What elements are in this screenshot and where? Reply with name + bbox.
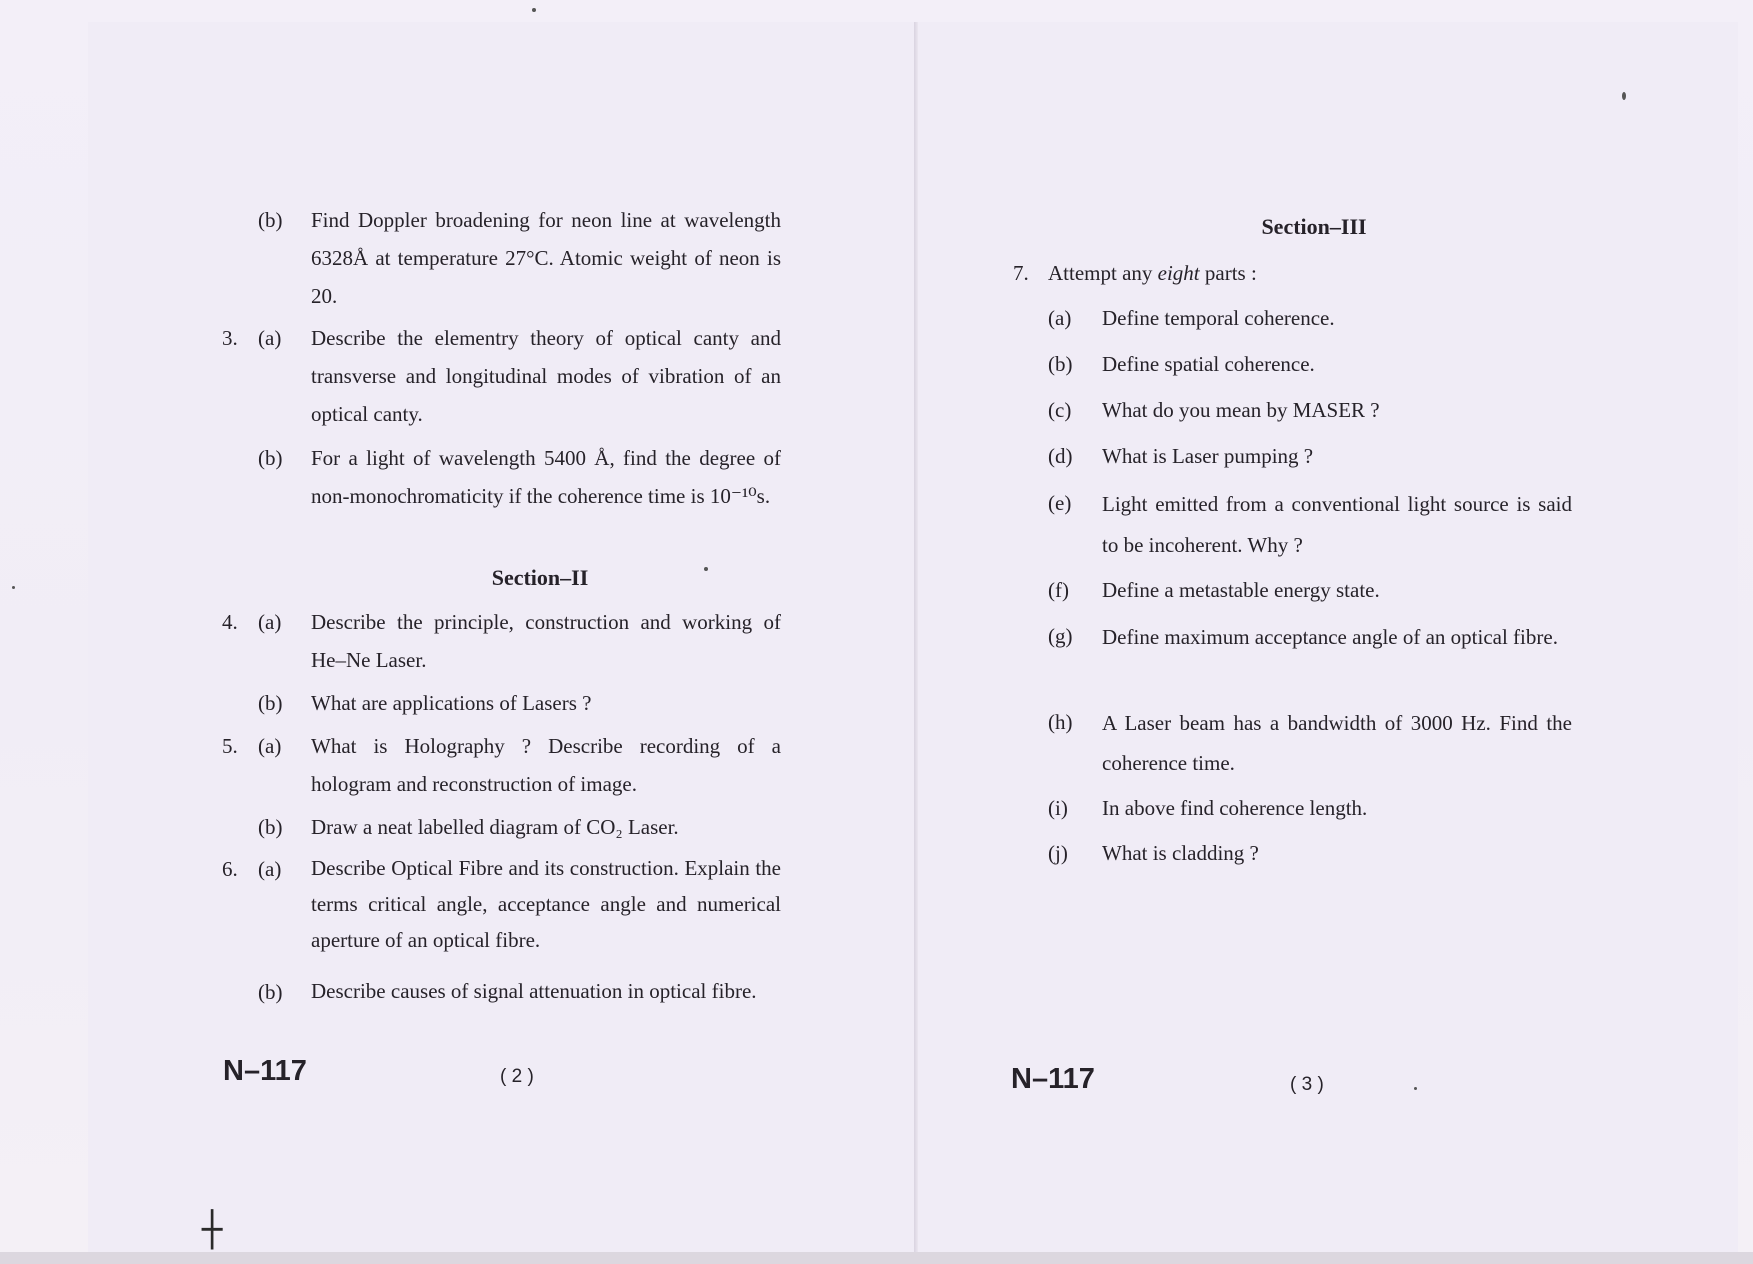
- question-sub-label: (a): [258, 326, 282, 350]
- question-text: What do you mean by MASER ?: [1102, 398, 1380, 422]
- question-sub-label: (d): [1048, 444, 1073, 468]
- question-sub-label: (a): [258, 734, 282, 758]
- question-text: A Laser beam has a bandwidth of 3000 Hz. Find the coherence time.: [1102, 711, 1572, 775]
- question-sub-label: (g): [1048, 624, 1073, 648]
- question-text: Define spatial coherence.: [1102, 352, 1315, 376]
- paper-code: N–117: [1011, 1063, 1095, 1095]
- scan-speck: [532, 8, 536, 12]
- question-text: Define maximum acceptance angle of an optical fibre.: [1102, 625, 1558, 649]
- scan-speck: [1414, 1087, 1417, 1090]
- scan-speck: [12, 586, 15, 589]
- question-sub-label: (h): [1048, 710, 1073, 734]
- page-number: ( 3 ): [1290, 1074, 1324, 1095]
- scan-speck: [704, 567, 708, 571]
- question-sub-label: (j): [1048, 841, 1068, 865]
- page-fold: [914, 22, 918, 1252]
- instruction-emphasis: eight: [1157, 261, 1200, 285]
- question-sub-label: (a): [258, 857, 282, 881]
- question-text: Draw a neat labelled diagram of CO₂ Laser.: [311, 815, 679, 839]
- scan-speck: [1622, 92, 1626, 100]
- scan-edge: [0, 1252, 1753, 1264]
- page-number: ( 2 ): [500, 1066, 534, 1087]
- question-text: What are applications of Lasers ?: [311, 691, 592, 715]
- question-sub-label: (c): [1048, 398, 1072, 422]
- question-text: What is Holography ? Describe recording of a hologram and reconstruction of image.: [311, 734, 781, 796]
- question-text: For a light of wavelength 5400 Å, find the degree of non-monochromaticity if the coherence time is 10⁻¹⁰s.: [311, 446, 781, 508]
- question-text: What is cladding ?: [1102, 841, 1259, 865]
- question-text: Find Doppler broadening for neon line at wavelength 6328Å at temperature 27°C. Atomic weight of neon is 20.: [311, 208, 781, 308]
- question-number: 3.: [222, 326, 238, 350]
- question-text: Describe Optical Fibre and its construction. Explain the terms critical angle, acceptance angle and numerical aperture of an optical fibre.: [311, 856, 781, 952]
- instruction-text: parts :: [1199, 261, 1257, 285]
- question-text: Light emitted from a conventional light source is said to be incoherent. Why ?: [1102, 492, 1572, 557]
- question-sub-label: (i): [1048, 796, 1068, 820]
- question-number: 5.: [222, 734, 238, 758]
- question-text: Define temporal coherence.: [1102, 306, 1335, 330]
- question-text: Define a metastable energy state.: [1102, 578, 1380, 602]
- question-instruction: [1048, 254, 1257, 292]
- question-sub-label: (f): [1048, 578, 1069, 602]
- question-sub-label: (b): [258, 815, 283, 839]
- crosshair-icon: ┼: [202, 1210, 223, 1250]
- question-sub-label: (b): [258, 208, 283, 232]
- question-sub-label: (b): [258, 980, 283, 1004]
- section-title: Section–III: [1261, 214, 1367, 239]
- question-text: Describe the elementry theory of optical canty and transverse and longitudinal modes of vibration of an optical canty.: [311, 326, 781, 426]
- question-number: 4.: [222, 610, 238, 634]
- question-sub-label: (a): [1048, 306, 1072, 330]
- section-title: Section–II: [491, 565, 589, 590]
- question-number: 6.: [222, 857, 238, 881]
- instruction-text: Attempt any: [1048, 261, 1158, 285]
- question-sub-label: (b): [1048, 352, 1073, 376]
- paper-code: N–117: [223, 1055, 307, 1087]
- question-text: Describe causes of signal attenuation in optical fibre.: [311, 979, 757, 1003]
- question-sub-label: (b): [258, 691, 283, 715]
- question-sub-label: (b): [258, 446, 283, 470]
- question-text: In above find coherence length.: [1102, 796, 1368, 820]
- question-sub-label: (a): [258, 610, 282, 634]
- question-text: What is Laser pumping ?: [1102, 444, 1314, 468]
- question-number: 7.: [1013, 261, 1029, 285]
- question-text: Describe the principle, construction and working of He–Ne Laser.: [311, 610, 781, 672]
- question-sub-label: (e): [1048, 491, 1072, 515]
